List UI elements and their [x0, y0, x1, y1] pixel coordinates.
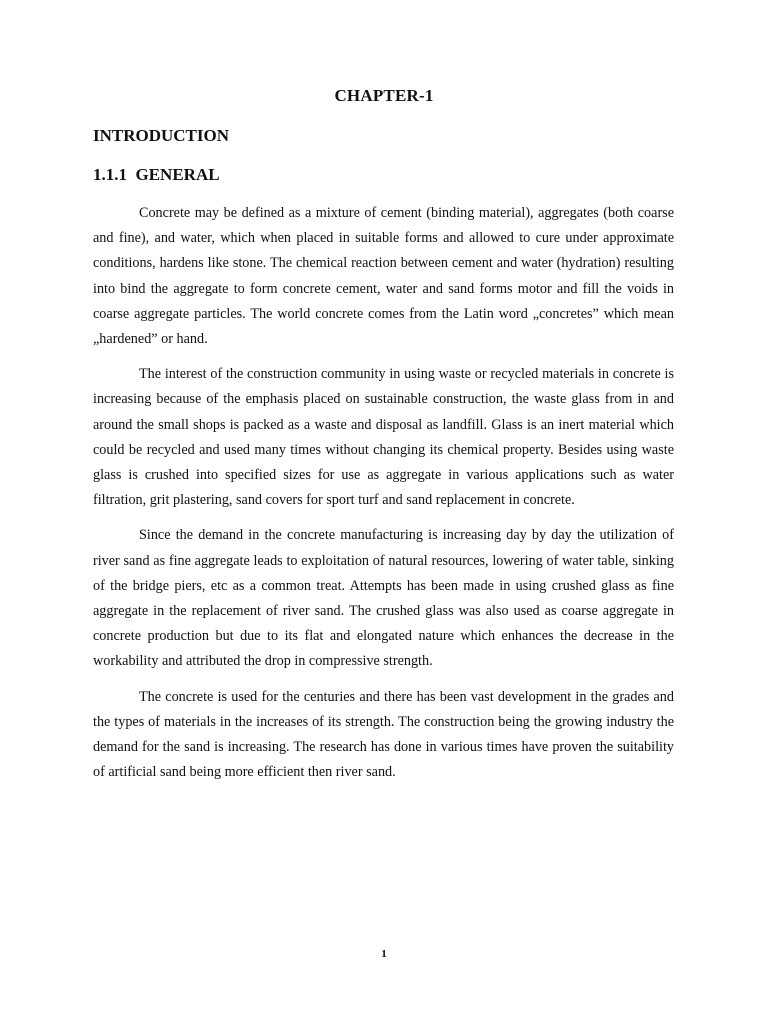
chapter-title: CHAPTER-1 [334, 86, 434, 105]
subsection-heading: 1.1.1 GENERAL [93, 165, 220, 184]
page-number: 1 [381, 948, 387, 960]
body-text [93, 201, 674, 795]
paragraph-2: The interest of the construction community in using waste or recycled materials in concrete is increasing because of the emphasis placed on sustainable construction, the waste glass from in and around the small shops is packed as a waste and disposal as landfill. Glass is an inert material which could be recycled and used many times without changing its chemical property. Besides using waste glass is crushed into specified sizes for use as aggregate in various applications such as water filtration, grit plastering, sand covers for sport turf and sand replacement in concrete. [93, 366, 674, 509]
paragraph-3: Since the demand in the concrete manufacturing is increasing day by day the utilization of river sand as fine aggregate leads to exploitation of natural resources, lowering of water table, sinking of the bridge piers, etc as a common treat. Attempts has been made in using crushed glass as fine aggregate in the replacement of river sand. The crushed glass was also used as coarse aggregate in concrete production but due to its flat and elongated nature which enhances the decrease in the workability and attributed the drop in compressive strength. [93, 527, 674, 670]
paragraph-4: The concrete is used for the centuries and there has been vast development in the grades and the types of materials in the increases of its strength. The construction being the growing industry the demand for the sand is increasing. The research has done in various times have proven the suitability of artificial sand being more efficient then river sand. [93, 688, 674, 781]
paragraph-1: Concrete may be defined as a mixture of cement (binding material), aggregates (both coarse and fine), and water, which when placed in suitable forms and allowed to cure under approximate conditions, hardens like stone. The chemical reaction between cement and water (hydration) resulting into bind the aggregate to form concrete cement, water and sand forms motor and fill the voids in coarse aggregate particles. The world concrete comes from the Latin word „concretes” which mean „hardened” or hand. [93, 205, 674, 348]
section-heading: INTRODUCTION [93, 126, 230, 145]
